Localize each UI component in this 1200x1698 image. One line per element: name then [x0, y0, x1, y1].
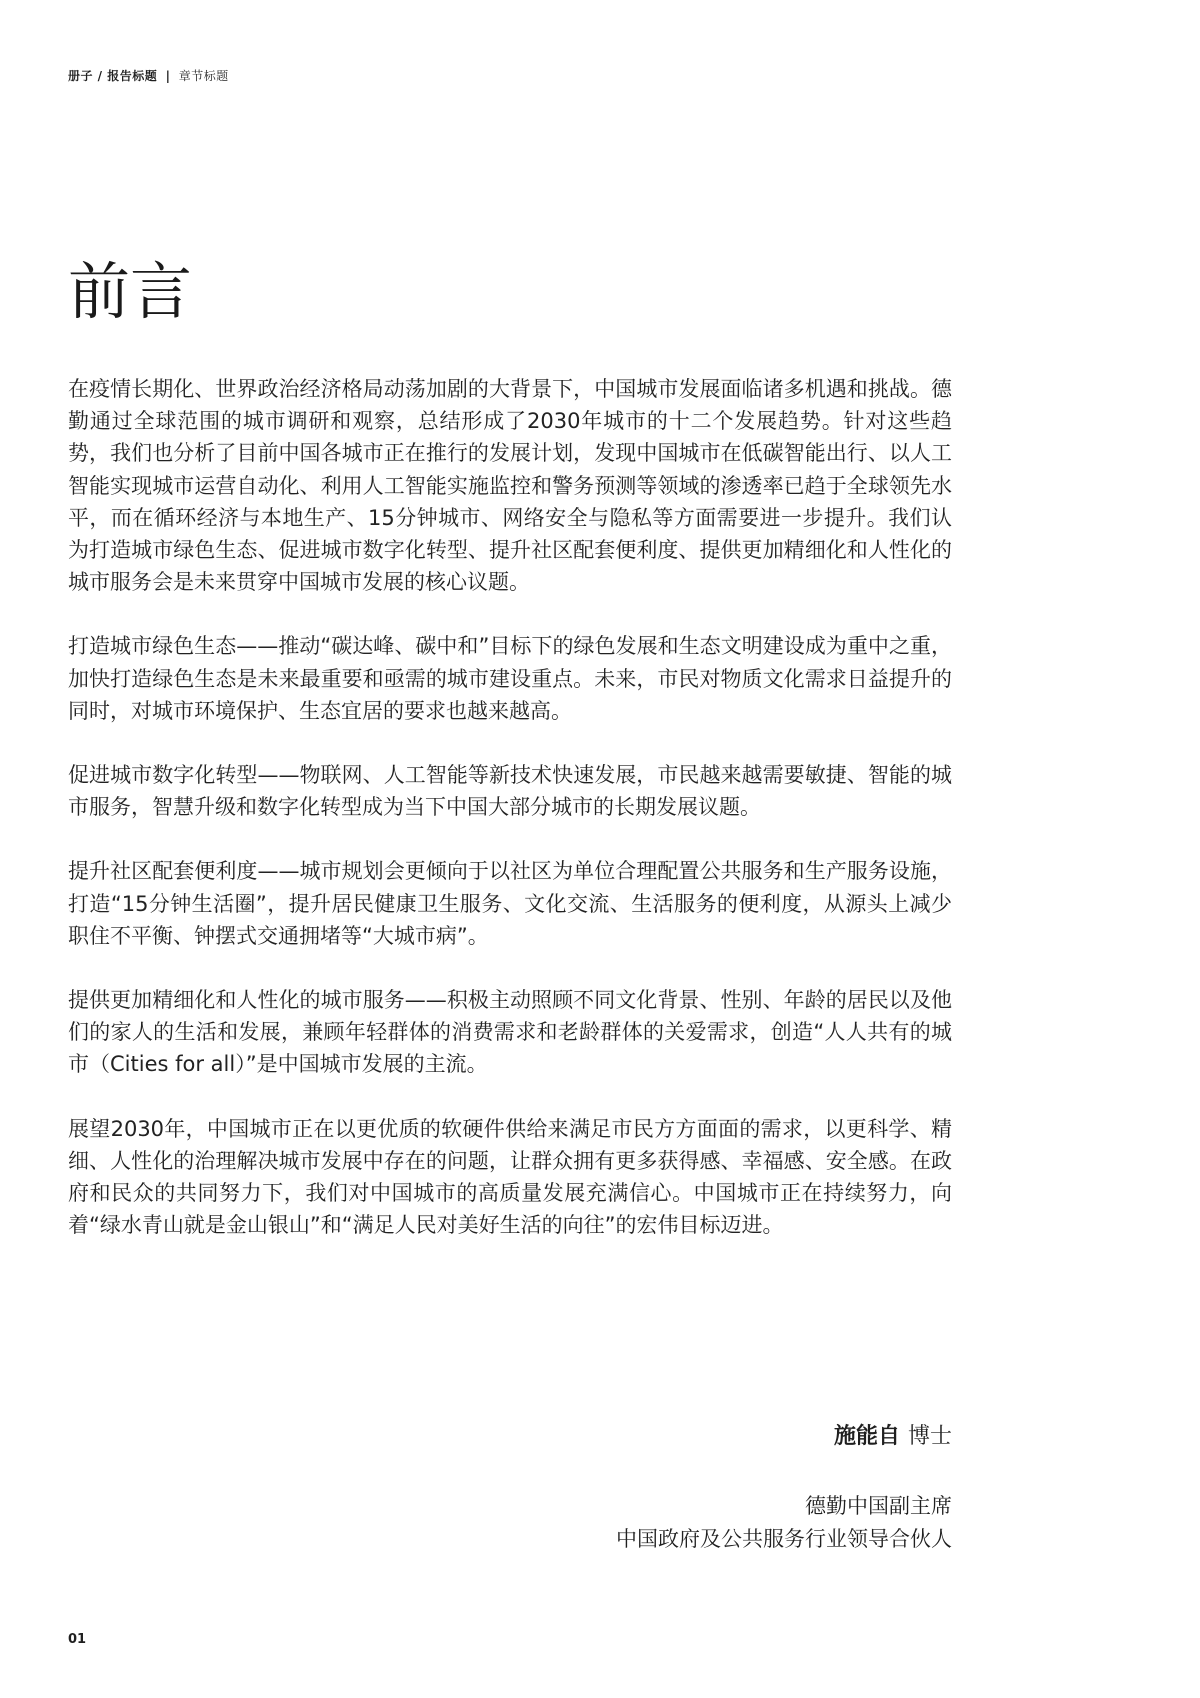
signatory-honorific: 博士 — [907, 1424, 952, 1449]
breadcrumb-separator: | — [165, 69, 171, 83]
paragraph-green-ecology: 打造城市绿色生态——推动“碳达峰、碳中和”目标下的绿色发展和生态文明建设成为重中之重，加快打造绿色生态是未来最重要和亟需的城市建设重点。未来，市民对物质文化需求日益提升的同时，对城市环境保护、生态宜居的要求也越来越高。 — [68, 634, 952, 723]
running-header — [68, 68, 229, 84]
breadcrumb-report-title: 册子 / 报告标题 — [68, 69, 158, 83]
signatory-role: 德勤中国副主席 — [805, 1494, 952, 1518]
page-number: 01 — [68, 1632, 87, 1647]
paragraph-intro: 在疫情长期化、世界政治经济格局动荡加剧的大背景下，中国城市发展面临诸多机遇和挑战。德勤通过全球范围的城市调研和观察，总结形成了2030年城市的十二个发展趋势。针对这些趋势，我们也分析了目前中国各城市正在推行的发展计划，发现中国城市在低碳智能出行、以人工智能实现城市运营自动化、利用人工智能实施监控和警务预测等领域的渗透率已趋于全球领先水平，而在循环经济与本地生产、15分钟城市、网络安全与隐私等方面需要进一步提升。我们认为打造城市绿色生态、促进城市数字化转型、提升社区配套便利度、提供更加精细化和人性化的城市服务会是未来贯穿中国城市发展的核心议题。 — [68, 377, 952, 595]
signatory-name: 施能自 — [833, 1424, 900, 1449]
signature-block — [834, 1420, 952, 1454]
paragraph-humanized-services: 提供更加精细化和人性化的城市服务——积极主动照顾不同文化背景、性别、年龄的居民以及他们的家人的生活和发展，兼顾年轻群体的消费需求和老龄群体的关爱需求，创造“人人共有的城市（Cities for all）”是中国城市发展的主流。 — [68, 988, 952, 1077]
signatory-affiliation — [616, 1490, 952, 1556]
paragraph-digital-transformation: 促进城市数字化转型——物联网、人工智能等新技术快速发展，市民越来越需要敏捷、智能的城市服务，智慧升级和数字化转型成为当下中国大部分城市的长期发展议题。 — [68, 763, 952, 820]
preface-body — [68, 373, 952, 1273]
signatory-position: 中国政府及公共服务行业领导合伙人 — [616, 1527, 952, 1551]
breadcrumb-section-title: 章节标题 — [178, 69, 229, 83]
paragraph-outlook-2030: 展望2030年，中国城市正在以更优质的软硬件供给来满足市民方方面面的需求，以更科学、精细、人性化的治理解决城市发展中存在的问题，让群众拥有更多获得感、幸福感、安全感。在政府和民众的共同努力下，我们对中国城市的高质量发展充满信心。中国城市正在持续努力，向着“绿水青山就是金山银山”和“满足人民对美好生活的向往”的宏伟目标迈进。 — [68, 1116, 952, 1238]
page-title: 前言 — [68, 255, 193, 328]
paragraph-community-convenience: 提升社区配套便利度——城市规划会更倾向于以社区为单位合理配置公共服务和生产服务设施，打造“15分钟生活圈”，提升居民健康卫生服务、文化交流、生活服务的便利度，从源头上减少职住不平衡、钟摆式交通拥堵等“大城市病”。 — [68, 859, 952, 948]
